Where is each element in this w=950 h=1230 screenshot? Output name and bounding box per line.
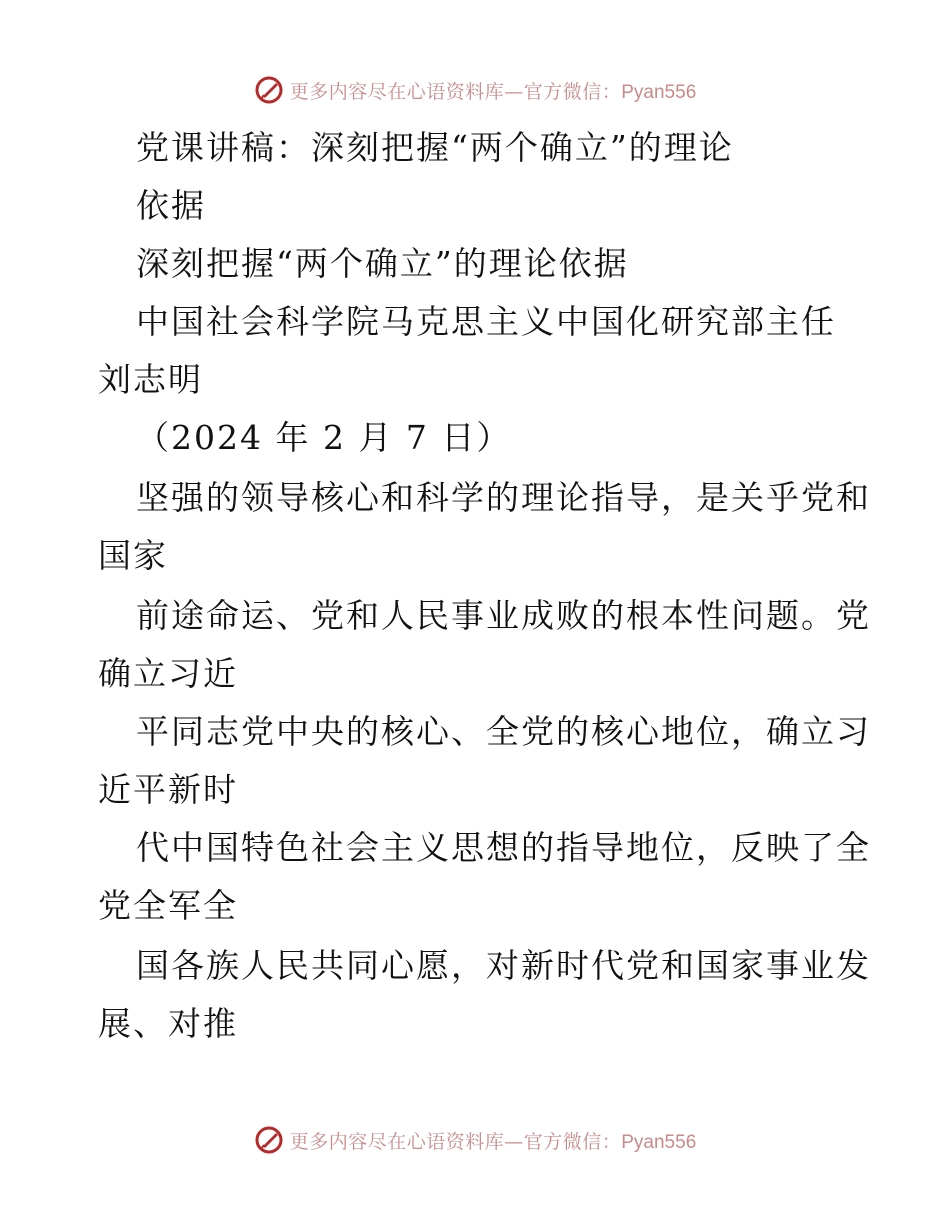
footer-watermark (0, 1120, 950, 1160)
body-line: 党全军全 (98, 886, 238, 925)
body-line: 展、对推 (98, 1004, 238, 1043)
body-line: 确立习近 (98, 654, 238, 693)
body-line: 坚强的领导核心和科学的理论指导，是关乎党和 (136, 478, 871, 517)
document-title-line-1: 党课讲稿：深刻把握“两个确立”的理论 (136, 128, 734, 167)
body-line: 代中国特色社会主义思想的指导地位，反映了全 (136, 828, 871, 867)
document-subtitle: 深刻把握“两个确立”的理论依据 (136, 244, 629, 283)
body-line: 平同志党中央的核心、全党的核心地位，确立习 (136, 712, 871, 751)
document-date: （2024 年 2 月 7 日） (136, 418, 512, 457)
body-line: 国家 (98, 536, 168, 575)
author-affiliation: 中国社会科学院马克思主义中国化研究部主任 (136, 302, 836, 341)
quill-logo-icon (254, 75, 284, 105)
author-name: 刘志明 (98, 360, 203, 399)
body-line: 近平新时 (98, 770, 238, 809)
watermark-text: 更多内容尽在心语资料库—官方微信：Pyan556 (289, 80, 697, 103)
document-title-line-2: 依据 (136, 186, 206, 225)
body-line: 前途命运、党和人民事业成败的根本性问题。党 (136, 596, 871, 635)
quill-logo-icon (254, 1125, 284, 1155)
body-line: 国各族人民共同心愿，对新时代党和国家事业发 (136, 946, 871, 985)
watermark-text: 更多内容尽在心语资料库—官方微信：Pyan556 (289, 1130, 697, 1153)
header-watermark (0, 70, 950, 110)
